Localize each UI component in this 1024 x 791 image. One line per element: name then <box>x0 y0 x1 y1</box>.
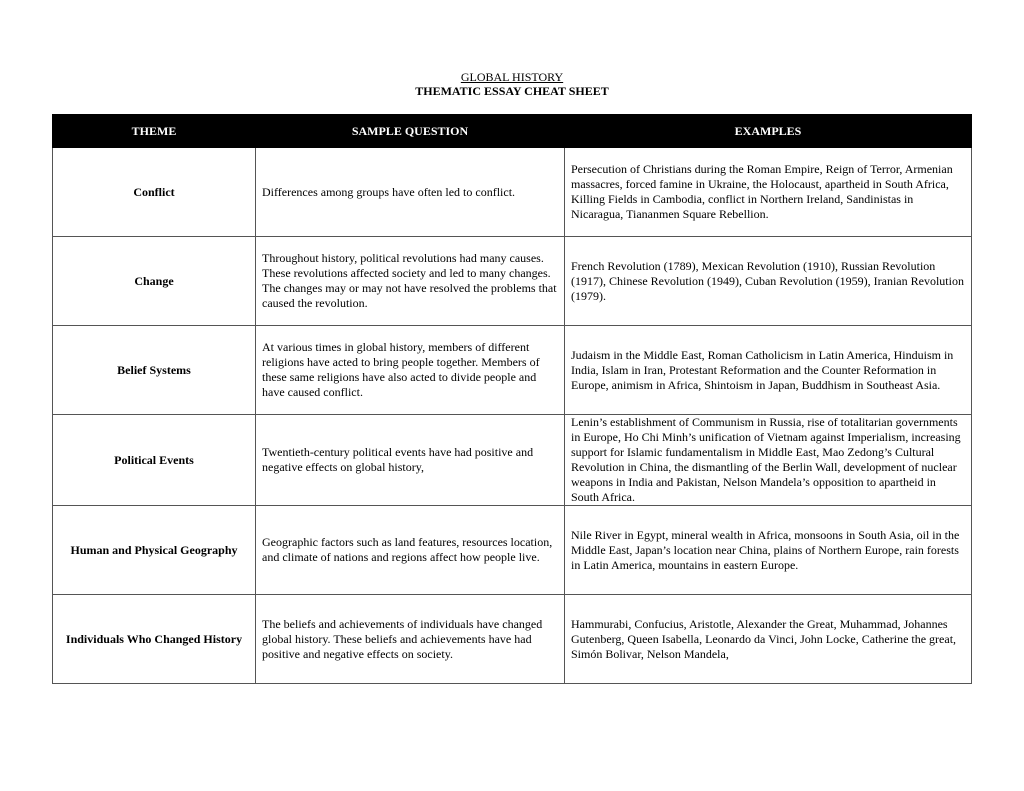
theme-cell: Individuals Who Changed History <box>53 595 256 684</box>
table-row <box>53 326 972 415</box>
thematic-essay-table <box>52 114 972 684</box>
examples-cell: Hammurabi, Confucius, Aristotle, Alexander the Great, Muhammad, Johannes Gutenberg, Queen Isabella, Leonardo da Vinci, John Locke, Catherine the great, Simón Bolivar, Nelson Mandela, <box>565 595 972 684</box>
column-header-sample-question: SAMPLE QUESTION <box>256 115 565 148</box>
document-header <box>0 70 1024 99</box>
table-row <box>53 415 972 506</box>
table-row <box>53 595 972 684</box>
table-row <box>53 237 972 326</box>
header-row <box>53 115 972 148</box>
table-row <box>53 148 972 237</box>
examples-cell: French Revolution (1789), Mexican Revolution (1910), Russian Revolution (1917), Chinese Revolution (1949), Cuban Revolution (1959), Iranian Revolution (1979). <box>565 237 972 326</box>
sample-question-cell: Throughout history, political revolutions had many causes. These revolutions affected society and led to many changes. The changes may or may not have resolved the problems that caused the revolution. <box>256 237 565 326</box>
theme-cell: Political Events <box>53 415 256 506</box>
document-subject: GLOBAL HISTORY <box>460 70 564 84</box>
sample-question-cell: At various times in global history, members of different religions have acted to bring people together. Members of these same religions have also acted to divide people and have caused conflict. <box>256 326 565 415</box>
sample-question-cell: Twentieth-century political events have had positive and negative effects on global history, <box>256 415 565 506</box>
examples-cell: Judaism in the Middle East, Roman Catholicism in Latin America, Hinduism in India, Islam in Iran, Protestant Reformation and the Counter Reformation in Europe, animism in Africa, Shintoism in Japan, Buddhism in Southeast Asia. <box>565 326 972 415</box>
examples-cell: Lenin’s establishment of Communism in Russia, rise of totalitarian governments in Europe, Ho Chi Minh’s unification of Vietnam against Imperialism, increasing support for Islamic fundamentalism in Middle East, Mao Zedong’s Cultural Revolution in China, the dismantling of the Berlin Wall, development of nuclear weapons in India and Pakistan, Nelson Mandela’s opposition to apartheid in South Africa. <box>565 415 972 506</box>
table-header <box>53 115 972 148</box>
document-title: THEMATIC ESSAY CHEAT SHEET <box>415 84 609 98</box>
examples-cell: Nile River in Egypt, mineral wealth in Africa, monsoons in South Asia, oil in the Middle East, Japan’s location near China, plains of Northern Europe, rain forests in Latin America, mountains in eastern Europe. <box>565 506 972 595</box>
sample-question-cell: Differences among groups have often led to conflict. <box>256 148 565 237</box>
examples-cell: Persecution of Christians during the Roman Empire, Reign of Terror, Armenian massacres, forced famine in Ukraine, the Holocaust, apartheid in South Africa, Killing Fields in Cambodia, conflict in Northern Ireland, Sandinistas in Nicaragua, Tiananmen Square Rebellion. <box>565 148 972 237</box>
table-body <box>53 148 972 684</box>
theme-cell: Conflict <box>53 148 256 237</box>
column-header-theme: THEME <box>53 115 256 148</box>
theme-cell: Belief Systems <box>53 326 256 415</box>
sample-question-cell: Geographic factors such as land features, resources location, and climate of nations and regions affect how people live. <box>256 506 565 595</box>
theme-cell: Human and Physical Geography <box>53 506 256 595</box>
table-row <box>53 506 972 595</box>
column-header-examples: EXAMPLES <box>565 115 972 148</box>
sample-question-cell: The beliefs and achievements of individuals have changed global history. These beliefs and achievements have had positive and negative effects on society. <box>256 595 565 684</box>
theme-cell: Change <box>53 237 256 326</box>
